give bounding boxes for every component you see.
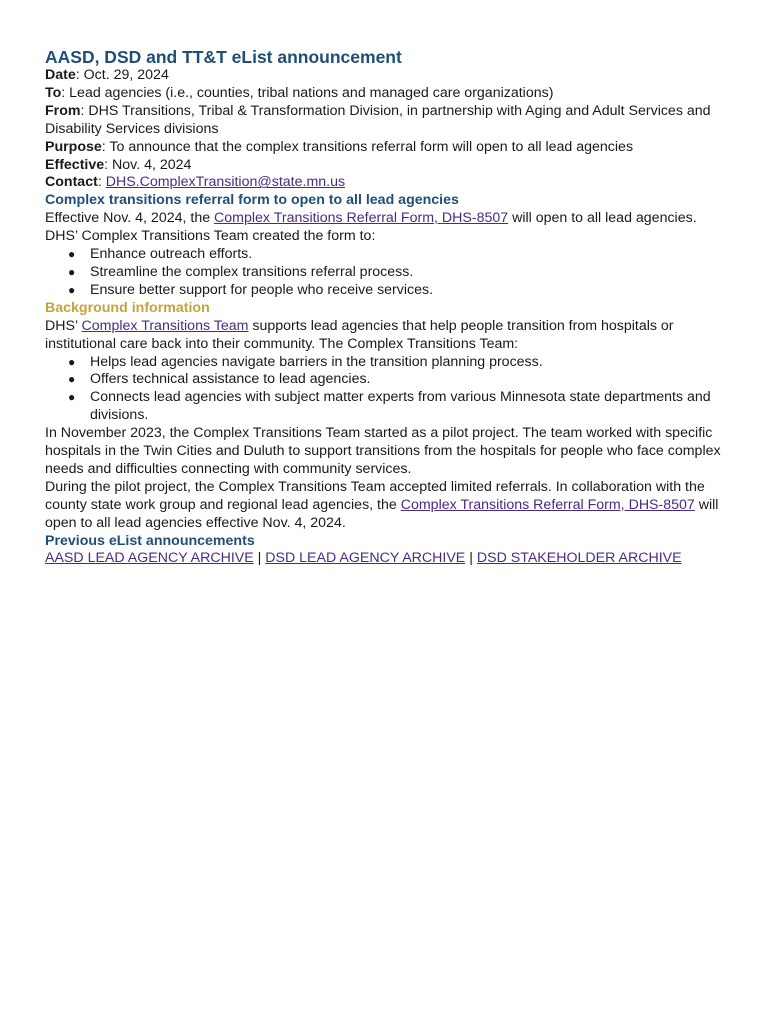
- date-label: Date: [45, 67, 76, 83]
- archive-links: [45, 550, 730, 568]
- list-item-text: Connects lead agencies with subject matter experts from various Minnesota state departments and divisions.: [90, 389, 711, 424]
- bullet-icon: ●: [68, 390, 76, 405]
- referrals-paragraph-text-end: will open to all lead agencies effective Nov. 4, 2024.: [45, 496, 719, 531]
- purpose-label: Purpose: [45, 138, 102, 155]
- effective-line: [45, 157, 730, 175]
- bullet-icon: ●: [68, 354, 76, 369]
- to-line: [45, 85, 730, 103]
- meta-block: [45, 67, 730, 192]
- complex-transitions-team-link[interactable]: Complex Transitions Team: [81, 317, 249, 334]
- aasd-archive-link[interactable]: AASD LEAD AGENCY ARCHIVE: [45, 550, 254, 567]
- section2-intro-text: DHS’: [45, 317, 82, 334]
- dsd-stakeholder-archive-link[interactable]: DSD STAKEHOLDER ARCHIVE: [476, 550, 682, 567]
- dsd-lead-agency-archive-link[interactable]: DSD LEAD AGENCY ARCHIVE: [265, 550, 466, 567]
- page-title: AASD, DSD and TT&T eList announcement: [45, 47, 402, 67]
- link-separator: |: [253, 550, 266, 567]
- referral-form-link[interactable]: Complex Transitions Referral Form, DHS-8507: [214, 210, 509, 227]
- section1-bullet-list: [45, 246, 730, 300]
- bullet-icon: ●: [68, 372, 76, 387]
- section-heading-background: Background information: [45, 299, 210, 316]
- list-item-text: Streamline the complex transitions referral process.: [90, 263, 414, 280]
- section1-intro-text: Effective Nov. 4, 2024, the: [45, 210, 215, 227]
- from-line: [45, 103, 730, 139]
- list-item: [68, 389, 730, 425]
- referrals-paragraph: [45, 479, 730, 533]
- to-label: To: [45, 84, 62, 101]
- list-item: [68, 263, 730, 282]
- purpose-line: [45, 139, 730, 157]
- contact-sep: :: [97, 174, 106, 191]
- list-item-text: Offers technical assistance to lead agencies.: [90, 371, 371, 388]
- referral-form-link-2[interactable]: Complex Transitions Referral Form, DHS-8507: [400, 496, 695, 513]
- date-line: [45, 67, 730, 85]
- effective-label: Effective: [45, 156, 105, 173]
- contact-label: Contact: [45, 174, 98, 191]
- section2-intro: [45, 318, 730, 354]
- list-item-text: Enhance outreach efforts.: [90, 246, 253, 263]
- date-value: : Oct. 29, 2024: [75, 67, 169, 83]
- section-heading-previous-elist: Previous eList announcements: [45, 532, 255, 549]
- from-value: : DHS Transitions, Tribal & Transformation Division, in partnership with Aging and Adult Services and Disability Services divisions: [45, 102, 711, 137]
- list-item-text: Helps lead agencies navigate barriers in the transition planning process.: [90, 353, 543, 370]
- referrals-paragraph-text: During the pilot project, the Complex Transitions Team accepted limited referrals. In collaboration with the county state work group and regional lead agencies, the: [45, 478, 705, 513]
- from-label: From: [45, 102, 81, 119]
- contact-line: [45, 174, 730, 192]
- bullet-icon: ●: [68, 247, 76, 262]
- section2-intro-text-end: supports lead agencies that help people transition from hospitals or institutional care back into their community. The Complex Transitions Team:: [45, 317, 674, 352]
- section1-intro: [45, 210, 730, 246]
- list-item: [68, 353, 730, 372]
- link-separator: |: [465, 550, 477, 567]
- section2-bullet-list: [45, 354, 730, 426]
- effective-value: : Nov. 4, 2024: [104, 156, 192, 173]
- list-item-text: Ensure better support for people who receive services.: [90, 281, 434, 298]
- purpose-value: : To announce that the complex transitions referral form will open to all lead agencies: [101, 138, 634, 155]
- section-heading-referral-form: Complex transitions referral form to open to all lead agencies: [45, 192, 459, 209]
- to-value: : Lead agencies (i.e., counties, tribal nations and managed care organizations): [61, 84, 554, 101]
- section1-intro-text-end: will open to all lead agencies. DHS’ Complex Transitions Team created the form to:: [45, 210, 697, 245]
- list-item: [68, 371, 730, 389]
- pilot-project-paragraph: In November 2023, the Complex Transitions Team started as a pilot project. The team worked with specific hospitals in the Twin Cities and Duluth to support transitions from the hospitals for people who face complex needs and difficulties connecting with community services.: [45, 425, 721, 477]
- bullet-icon: ●: [68, 264, 76, 279]
- list-item: [68, 281, 730, 300]
- contact-email-link[interactable]: DHS.ComplexTransition@state.mn.us: [105, 174, 346, 191]
- bullet-icon: ●: [68, 282, 76, 297]
- list-item: [68, 246, 730, 264]
